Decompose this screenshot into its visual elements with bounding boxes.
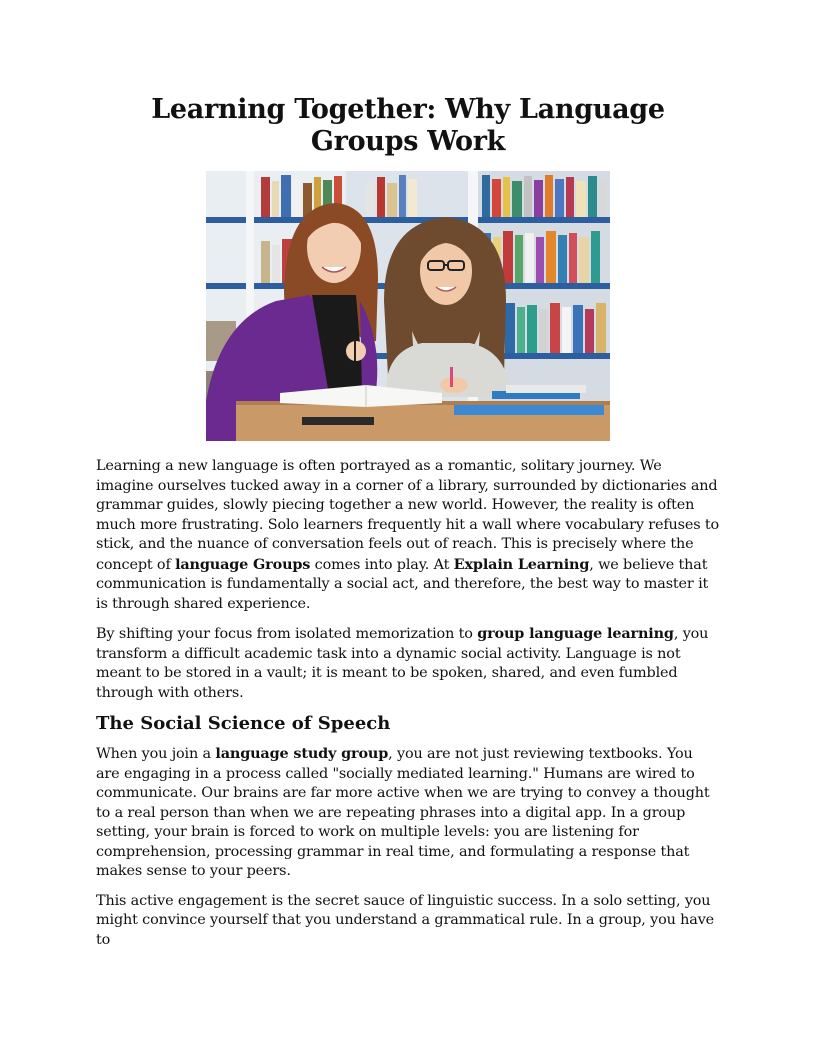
study-photo — [206, 171, 610, 441]
section-heading: The Social Science of Speech — [96, 713, 391, 734]
section-paragraph: When you join a language study group, you are not just reviewing textbooks. You are engaging in a process called "socially mediated learning." Humans are wired to communicate. Our brains are far more active when we are trying to convey a thought to a real person than when we are repeating phrases into a digital app. In a group setting, your brain is forced to work on multiple levels: you are listening for comprehension, processing grammar in real time, and formulating a response that makes sense to your peers. — [96, 745, 710, 879]
study-photo-illustration — [206, 171, 610, 441]
keyword-language-study-group: language study group — [215, 745, 389, 762]
brand-name: Explain Learning — [453, 555, 590, 573]
document-page — [96, 94, 720, 960]
keyword-group-language-learning: group language learning — [477, 625, 674, 642]
intro-paragraph: Learning a new language is often portrayed as a romantic, solitary journey. We imagine ourselves tucked away in a corner of a library, surrounded by dictionaries and grammar guides, slowly piecing together a new world. However, the reality is often much more frustrating. Solo learners frequently hit a wall where vocabulary refuses to stick, and the nuance of conversation feels out of reach. This is precisely where the concept of language Groups comes into play. At Explain Learning, we believe that communication is fundamentally a social act, and therefore, the best way to master it is through shared experience. — [96, 458, 720, 612]
body-paragraph: By shifting your focus from isolated memorization to group language learning, you transform a difficult academic task into a dynamic social activity. Language is not meant to be stored in a vault; it is meant to be spoken, shared, and even fumbled through with others. — [96, 625, 709, 701]
section-paragraph-continued: This active engagement is the secret sauce of linguistic success. In a solo setting, you might convince yourself that you understand a grammatical rule. In a group, you have to — [96, 892, 715, 948]
keyword-language-groups: language Groups — [175, 555, 311, 573]
article-title: Learning Together: Why Language Groups Work — [151, 94, 665, 157]
